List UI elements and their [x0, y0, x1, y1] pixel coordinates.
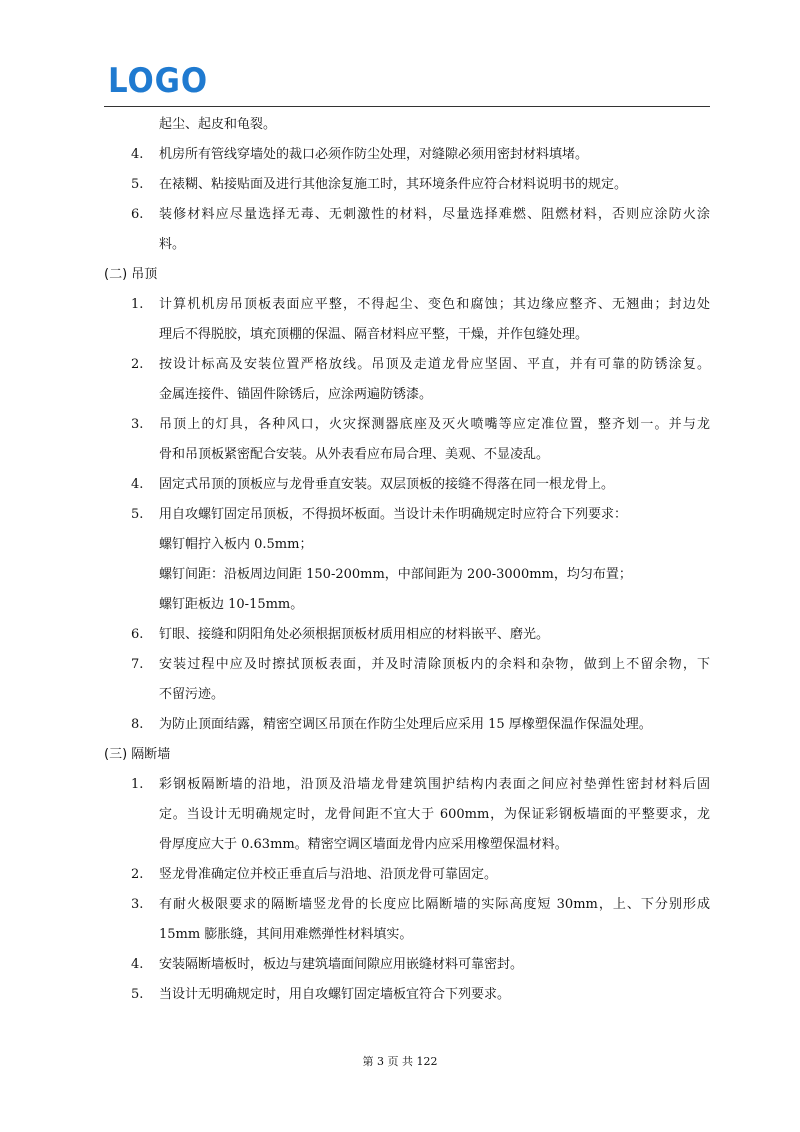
line-text: 15mm 膨胀缝，其间用难燃弹性材料填实。 — [159, 927, 413, 942]
line-text: 为防止顶面结露，精密空调区吊顶在作防尘处理后应采用 15 厚橡塑保温作保温处理。 — [159, 717, 652, 732]
line-text: 安装过程中应及时擦拭顶板表面，并及时清除顶板内的余料和杂物，做到上不留余物，下 — [159, 657, 710, 672]
list-item-number: 8. — [131, 717, 144, 732]
line-text: 竖龙骨准确定位并校正垂直后与沿地、沿顶龙骨可靠固定。 — [159, 867, 498, 882]
line-text: 骨和吊顶板紧密配合安装。从外表看应布局合理、美观、不显凌乱。 — [159, 447, 550, 462]
list-item — [0, 140, 800, 170]
list-item — [0, 650, 800, 680]
line-text: 计算机机房吊顶板表面应平整，不得起尘、变色和腐蚀；其边缘应整齐、无翘曲；封边处 — [159, 297, 710, 312]
list-item — [0, 350, 800, 380]
list-item-number: 3. — [131, 897, 144, 912]
line-text: 装修材料应尽量选择无毒、无刺激性的材料，尽量选择难燃、阻燃材料，否则应涂防火涂 — [159, 207, 710, 222]
document-body — [0, 110, 800, 1010]
list-item — [0, 470, 800, 500]
logo-text: LOGO — [108, 62, 208, 96]
continuation-line — [0, 590, 800, 620]
list-item — [0, 890, 800, 920]
list-item-number: 4. — [131, 957, 144, 972]
list-item — [0, 200, 800, 230]
list-item — [0, 290, 800, 320]
list-item-number: 6. — [131, 627, 144, 642]
line-text: 安装隔断墙板时，板边与建筑墙面间隙应用嵌缝材料可靠密封。 — [159, 957, 524, 972]
line-text: 螺钉距板边 10-15mm。 — [159, 597, 304, 612]
list-item — [0, 980, 800, 1010]
continuation-line — [0, 680, 800, 710]
line-text: 按设计标高及安装位置严格放线。吊顶及走道龙骨应坚固、平直，并有可靠的防锈涂复。 — [159, 357, 710, 372]
continuation-line — [0, 830, 800, 860]
company-logo — [108, 62, 212, 96]
line-text: 定。当设计无明确规定时，龙骨间距不宜大于 600mm，为保证彩钢板墙面的平整要求，龙 — [159, 807, 710, 822]
line-text: 有耐火极限要求的隔断墙竖龙骨的长度应比隔断墙的实际高度短 30mm，上、下分别形成 — [159, 897, 710, 912]
list-item — [0, 710, 800, 740]
list-item-number: 5. — [131, 987, 144, 1002]
line-text: 骨厚度应大于 0.63mm。精密空调区墙面龙骨内应采用橡塑保温材料。 — [159, 837, 568, 852]
continuation-line — [0, 380, 800, 410]
list-item-number: 1. — [131, 297, 144, 312]
line-text: 固定式吊顶的顶板应与龙骨垂直安装。双层顶板的接缝不得落在同一根龙骨上。 — [159, 477, 615, 492]
list-item-number: 6. — [131, 207, 144, 222]
line-text: 料。 — [159, 237, 186, 252]
list-item — [0, 950, 800, 980]
line-text: 不留污迹。 — [159, 687, 225, 702]
line-text: (二) 吊顶 — [104, 267, 158, 282]
line-text: (三) 隔断墙 — [104, 747, 171, 762]
line-text: 钉眼、接缝和阴阳角处必须根据顶板材质用相应的材料嵌平、磨光。 — [159, 627, 550, 642]
line-text: 彩钢板隔断墙的沿地，沿顶及沿墙龙骨建筑围护结构内表面之间应衬垫弹性密封材料后固 — [159, 777, 710, 792]
line-text: 用自攻螺钉固定吊顶板，不得损坏板面。当设计未作明确规定时应符合下列要求： — [159, 507, 628, 522]
line-text: 螺钉间距：沿板周边间距 150-200mm，中部间距为 200-3000mm，均匀布置； — [159, 567, 632, 582]
list-item-number: 2. — [131, 867, 144, 882]
line-text: 理后不得脱胶，填充顶棚的保温、隔音材料应平整，干燥，并作包缝处理。 — [159, 327, 589, 342]
line-text: 机房所有管线穿墙处的裁口必须作防尘处理，对缝隙必须用密封材料填堵。 — [159, 147, 589, 162]
section-heading — [0, 740, 800, 770]
list-item-number: 5. — [131, 177, 144, 192]
continuation-line — [0, 440, 800, 470]
list-item-number: 2. — [131, 357, 144, 372]
continuation-line — [0, 560, 800, 590]
list-item-number: 7. — [131, 657, 144, 672]
line-text: 起尘、起皮和龟裂。 — [159, 117, 277, 132]
continuation-line — [0, 230, 800, 260]
list-item — [0, 500, 800, 530]
continuation-line — [0, 110, 800, 140]
list-item — [0, 410, 800, 440]
line-text: 螺钉帽拧入板内 0.5mm； — [159, 537, 313, 552]
header-divider — [104, 106, 710, 107]
list-item-number: 1. — [131, 777, 144, 792]
continuation-line — [0, 920, 800, 950]
list-item — [0, 860, 800, 890]
section-heading — [0, 260, 800, 290]
line-text: 吊顶上的灯具，各种风口，火灾探测器底座及灭火喷嘴等应定准位置，整齐划一。并与龙 — [159, 417, 710, 432]
list-item-number: 4. — [131, 147, 144, 162]
continuation-line — [0, 320, 800, 350]
continuation-line — [0, 800, 800, 830]
list-item — [0, 170, 800, 200]
list-item — [0, 770, 800, 800]
list-item-number: 5. — [131, 507, 144, 522]
continuation-line — [0, 530, 800, 560]
line-text: 在裱糊、粘接贴面及进行其他涂复施工时，其环境条件应符合材料说明书的规定。 — [159, 177, 628, 192]
list-item-number: 4. — [131, 477, 144, 492]
list-item-number: 3. — [131, 417, 144, 432]
line-text: 金属连接件、锚固件除锈后，应涂两遍防锈漆。 — [159, 387, 433, 402]
line-text: 当设计无明确规定时，用自攻螺钉固定墙板宜符合下列要求。 — [159, 987, 511, 1002]
list-item — [0, 620, 800, 650]
page-footer: 第 3 页 共 122 — [362, 1055, 438, 1068]
